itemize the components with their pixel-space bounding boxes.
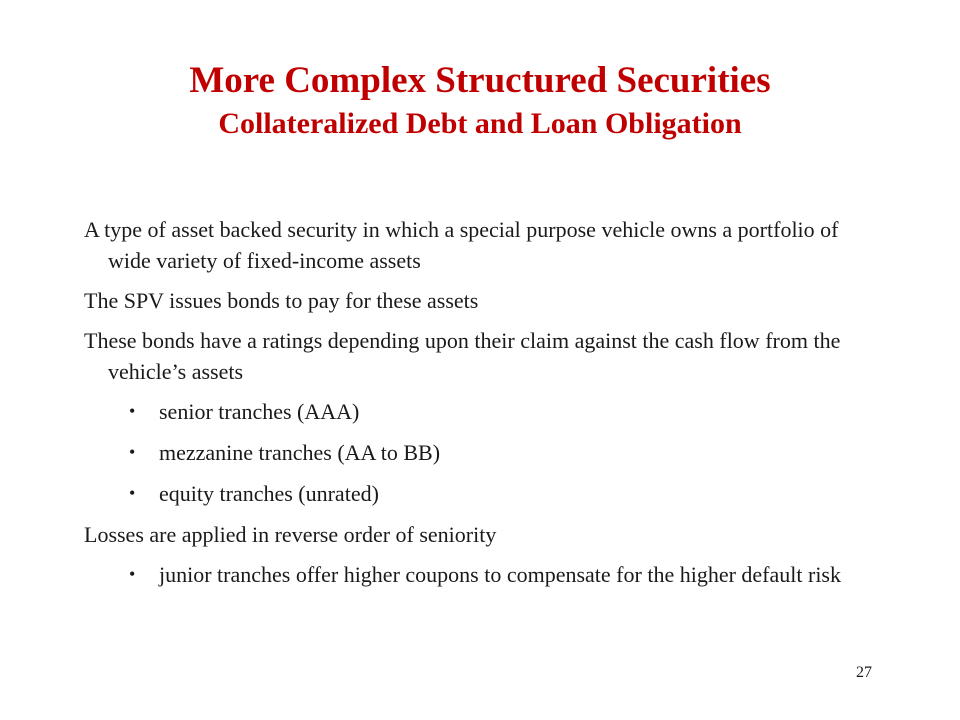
- page-number: 27: [856, 664, 872, 681]
- bullet-text: senior tranches (AAA): [159, 399, 360, 424]
- body-paragraph: The SPV issues bonds to pay for these assets: [84, 288, 479, 313]
- body-paragraph: A type of asset backed security in which a special purpose vehicle owns a portfolio of wide variety of fixed-income assets: [84, 217, 839, 273]
- bullet-icon: •: [129, 483, 136, 503]
- bullet-icon: •: [129, 564, 136, 584]
- bullet-item: [84, 559, 884, 590]
- slide-body: [84, 214, 884, 600]
- bullet-text: mezzanine tranches (AA to BB): [159, 440, 441, 465]
- body-paragraph: These bonds have a ratings depending upon their claim against the cash flow from the vehicle’s assets: [84, 328, 841, 384]
- body-paragraph: Losses are applied in reverse order of seniority: [84, 522, 497, 547]
- slide-title-main: More Complex Structured Securities: [189, 60, 771, 101]
- bullet-icon: •: [129, 401, 136, 421]
- bullet-item: [84, 437, 884, 468]
- bullet-icon: •: [129, 442, 136, 462]
- slide-title: [0, 58, 960, 144]
- slide-title-sub: Collateralized Debt and Loan Obligation: [218, 107, 742, 140]
- bullet-text: equity tranches (unrated): [159, 481, 379, 506]
- bullet-item: [84, 396, 884, 427]
- bullet-item: [84, 478, 884, 509]
- bullet-text: junior tranches offer higher coupons to compensate for the higher default risk: [159, 562, 841, 587]
